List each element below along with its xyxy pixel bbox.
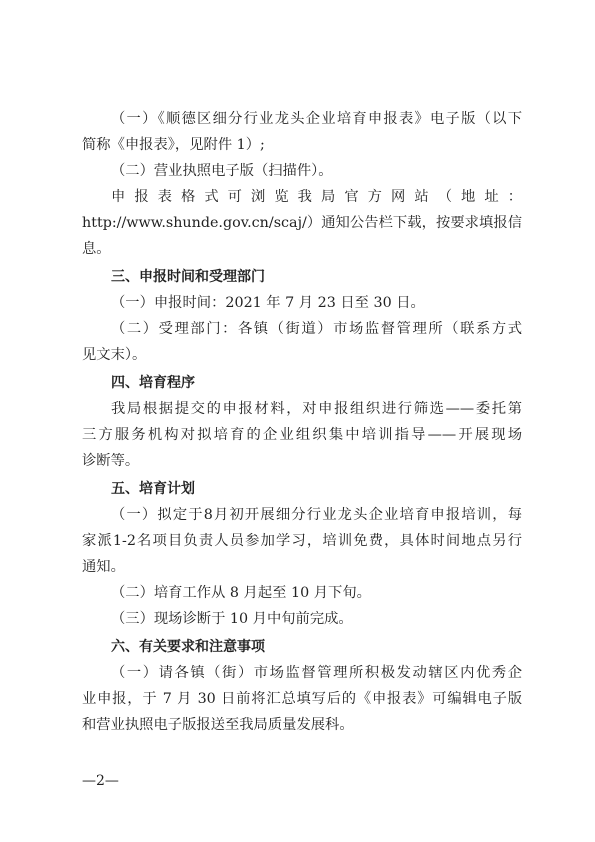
page-number: —2— (82, 773, 119, 789)
paragraph-training-line-1: （一）拟定于8月初开展细分行业龙头企业培育申报培训，每 (111, 507, 522, 523)
paragraph-requirements-line-1: （一）请各镇（街）市场监督管理所积极发动辖区内优秀企 (111, 665, 522, 681)
section-heading-3: 三、申报时间和受理部门 (111, 269, 265, 285)
paragraph-requirements-line-3: 和营业执照电子版报送至我局质量发展科。 (82, 717, 354, 733)
paragraph-department-line-1: （二）受理部门：各镇（街道）市场监督管理所（联系方式 (111, 321, 522, 337)
paragraph-procedure-line-1: 我局根据提交的申报材料，对申报组织进行筛选——委托第 (111, 401, 522, 417)
section-heading-5: 五、培育计划 (111, 481, 195, 497)
paragraph-training-line-3: 通知。 (82, 559, 125, 575)
section-heading-4: 四、培育程序 (111, 375, 195, 391)
section-heading-6: 六、有关要求和注意事项 (111, 639, 265, 655)
paragraph-procedure-line-3: 诊断等。 (82, 453, 140, 469)
paragraph-attachment-1-line-1: （一）《顺德区细分行业龙头企业培育申报表》电子版（以下 (111, 111, 522, 127)
paragraph-attachment-1-line-2: 简称《申报表》，见附件 1）; (82, 137, 265, 153)
paragraph-schedule: （二）培育工作从 8 月起至 10 月下旬。 (111, 585, 371, 601)
paragraph-department-line-2: 见文末）。 (82, 347, 147, 363)
paragraph-website-line-2: http://www.shunde.gov.cn/scaj/）通知公告栏下载，按要求填报信 (82, 215, 522, 231)
paragraph-date: （一）申报时间：2021 年 7 月 23 日至 30 日。 (111, 295, 425, 311)
paragraph-attachment-2: （二）营业执照电子版（扫描件）。 (111, 163, 333, 179)
paragraph-training-line-2: 家派1-2名项目负责人员参加学习，培训免费，具体时间地点另行 (82, 533, 522, 549)
paragraph-requirements-line-2: 业申报，于 7 月 30 日前将汇总填写后的《申报表》可编辑电子版 (82, 691, 522, 707)
paragraph-diagnosis: （三）现场诊断于 10 月中旬前完成。 (111, 611, 353, 627)
paragraph-procedure-line-2: 三方服务机构对拟培育的企业组织集中培训指导——开展现场 (82, 427, 522, 443)
paragraph-website-line-3: 息。 (82, 241, 111, 257)
paragraph-website-line-1: 申 报 表 格 式 可 浏 览 我 局 官 方 网 站 （ 地 址 ： (111, 189, 522, 205)
